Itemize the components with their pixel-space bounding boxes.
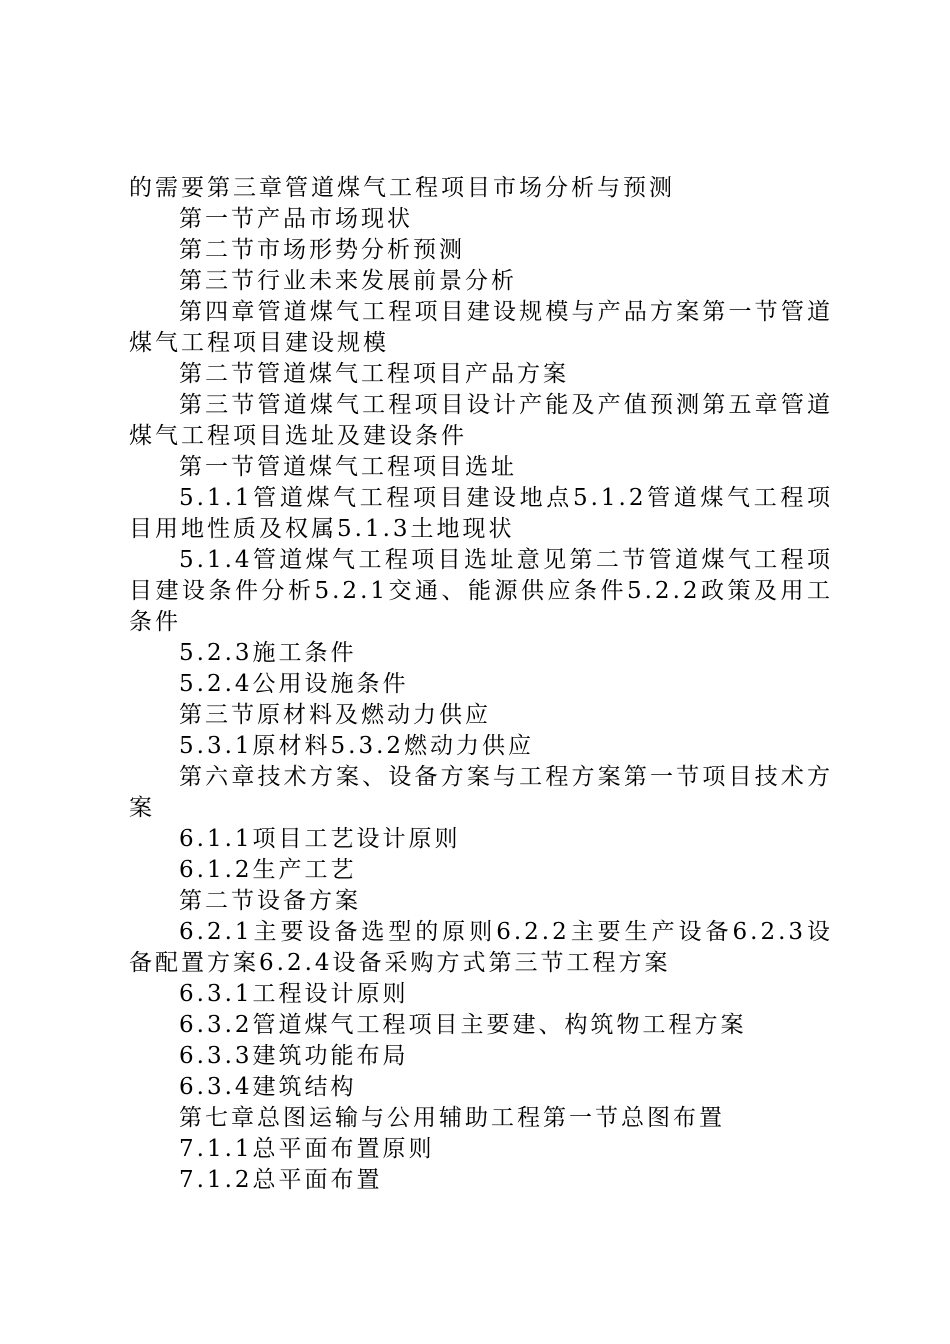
text-line: 第一节管道煤气工程项目选址: [179, 454, 517, 480]
text-line: 第三节原材料及燃动力供应: [179, 702, 491, 728]
text-line: 的需要第三章管道煤气工程项目市场分析与预测: [129, 175, 675, 201]
text-line: 6.1.1项目工艺设计原则: [179, 826, 461, 852]
text-line: 第二节设备方案: [179, 888, 361, 914]
text-line: 5.2.4公用设施条件: [179, 671, 409, 697]
text-line: 6.3.4建筑结构: [179, 1074, 357, 1100]
text-line: 6.3.2管道煤气工程项目主要建、构筑物工程方案: [179, 1012, 747, 1038]
text-line: 7.1.2总平面布置: [179, 1167, 383, 1193]
text-line: 5.1.4管道煤气工程项目选址意见第二节管道煤气工程项目建设条件分析5.2.1交通、能源供应条件5.2.2政策及用工条件: [129, 547, 833, 635]
text-line: 6.3.1工程设计原则: [179, 981, 409, 1007]
text-line: 第二节市场形势分析预测: [179, 237, 465, 263]
text-line: 第一节产品市场现状: [179, 206, 413, 232]
text-line: 第四章管道煤气工程项目建设规模与产品方案第一节管道煤气工程项目建设规模: [129, 299, 833, 356]
text-line: 第三节管道煤气工程项目设计产能及产值预测第五章管道煤气工程项目选址及建设条件: [129, 392, 833, 449]
text-line: 6.2.1主要设备选型的原则6.2.2主要生产设备6.2.3设备配置方案6.2.4设备采购方式第三节工程方案: [129, 919, 833, 976]
text-line: 第六章技术方案、设备方案与工程方案第一节项目技术方案: [129, 764, 833, 821]
text-line: 7.1.1总平面布置原则: [179, 1136, 435, 1162]
text-line: 5.2.3施工条件: [179, 640, 357, 666]
document-body: [129, 173, 833, 1196]
text-line: 5.3.1原材料5.3.2燃动力供应: [179, 733, 535, 759]
text-line: 第二节管道煤气工程项目产品方案: [179, 361, 569, 387]
text-line: 第七章总图运输与公用辅助工程第一节总图布置: [179, 1105, 725, 1131]
text-line: 6.3.3建筑功能布局: [179, 1043, 409, 1069]
text-line: 5.1.1管道煤气工程项目建设地点5.1.2管道煤气工程项目用地性质及权属5.1.3土地现状: [129, 485, 833, 542]
text-line: 第三节行业未来发展前景分析: [179, 268, 517, 294]
text-line: 6.1.2生产工艺: [179, 857, 357, 883]
